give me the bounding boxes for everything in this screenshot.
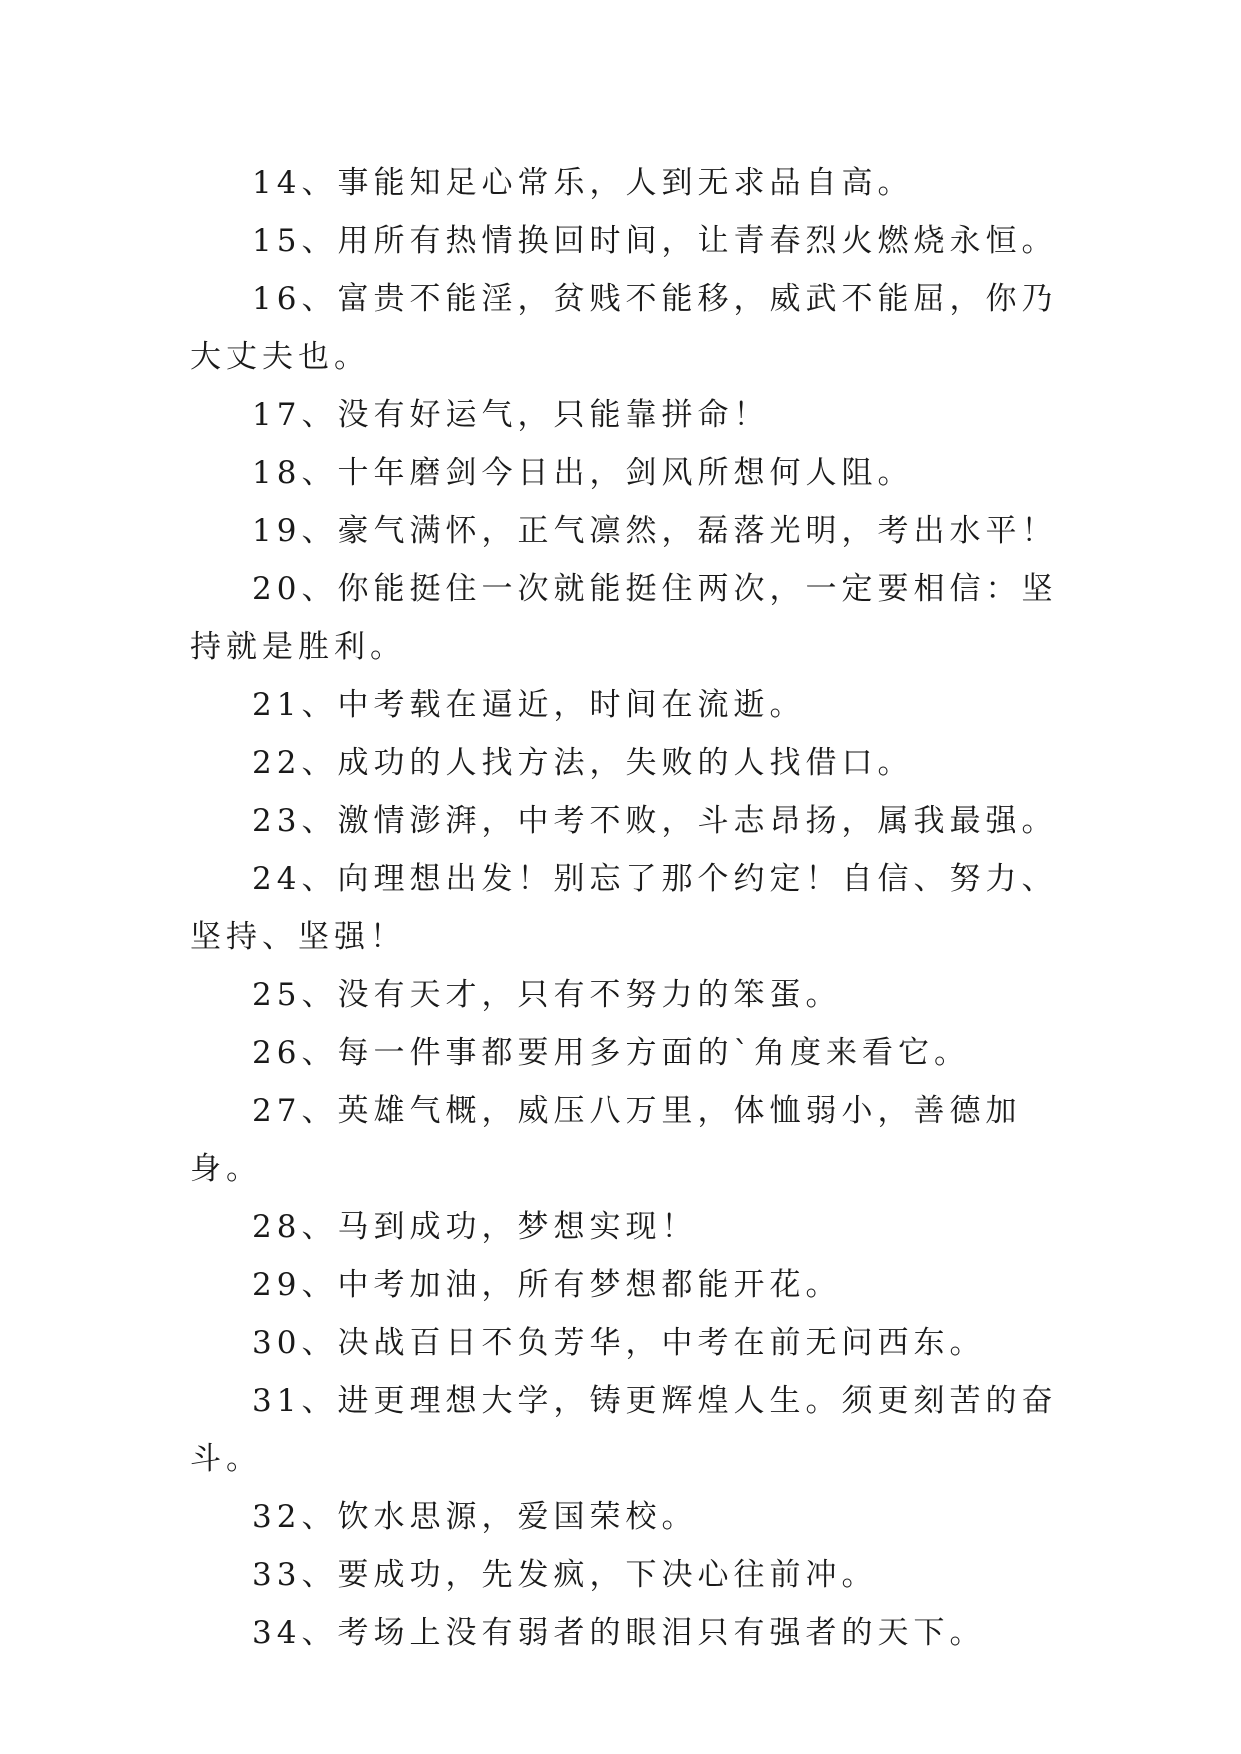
list-item: 27、英雄气概，威压八万里，体恤弱小，善德加身。 (190, 1093, 1022, 1187)
list-item: 14、事能知足心常乐，人到无求品自高。 (252, 165, 914, 201)
list-item: 34、考场上没有弱者的眼泪只有强者的天下。 (252, 1615, 986, 1651)
list-item: 28、马到成功，梦想实现！ (252, 1209, 698, 1245)
document-body (190, 154, 1070, 1662)
list-item: 30、决战百日不负芳华，中考在前无问西东。 (252, 1325, 986, 1361)
list-item: 17、没有好运气，只能靠拼命！ (252, 397, 770, 433)
list-item: 26、每一件事都要用多方面的`角度来看它。 (252, 1035, 970, 1071)
list-item: 18、十年磨剑今日出，剑风所想何人阻。 (252, 455, 914, 491)
list-item: 19、豪气满怀，正气凛然，磊落光明，考出水平！ (252, 513, 1058, 549)
list-item: 32、饮水思源，爱国荣校。 (252, 1499, 698, 1535)
list-item: 16、富贵不能淫，贫贱不能移，威武不能屈，你乃大丈夫也。 (190, 281, 1058, 375)
list-item: 25、没有天才，只有不努力的笨蛋。 (252, 977, 842, 1013)
list-item: 23、激情澎湃，中考不败，斗志昂扬，属我最强。 (252, 803, 1058, 839)
list-item: 31、进更理想大学，铸更辉煌人生。须更刻苦的奋斗。 (190, 1383, 1058, 1477)
list-item: 15、用所有热情换回时间，让青春烈火燃烧永恒。 (252, 223, 1058, 259)
list-item: 33、要成功，先发疯，下决心往前冲。 (252, 1557, 878, 1593)
list-item: 22、成功的人找方法，失败的人找借口。 (252, 745, 914, 781)
list-item: 29、中考加油，所有梦想都能开花。 (252, 1267, 842, 1303)
list-item: 21、中考载在逼近，时间在流逝。 (252, 687, 806, 723)
list-item: 24、向理想出发！别忘了那个约定！自信、努力、坚持、坚强！ (190, 861, 1058, 955)
list-item: 20、你能挺住一次就能挺住两次，一定要相信：坚持就是胜利。 (190, 571, 1058, 665)
